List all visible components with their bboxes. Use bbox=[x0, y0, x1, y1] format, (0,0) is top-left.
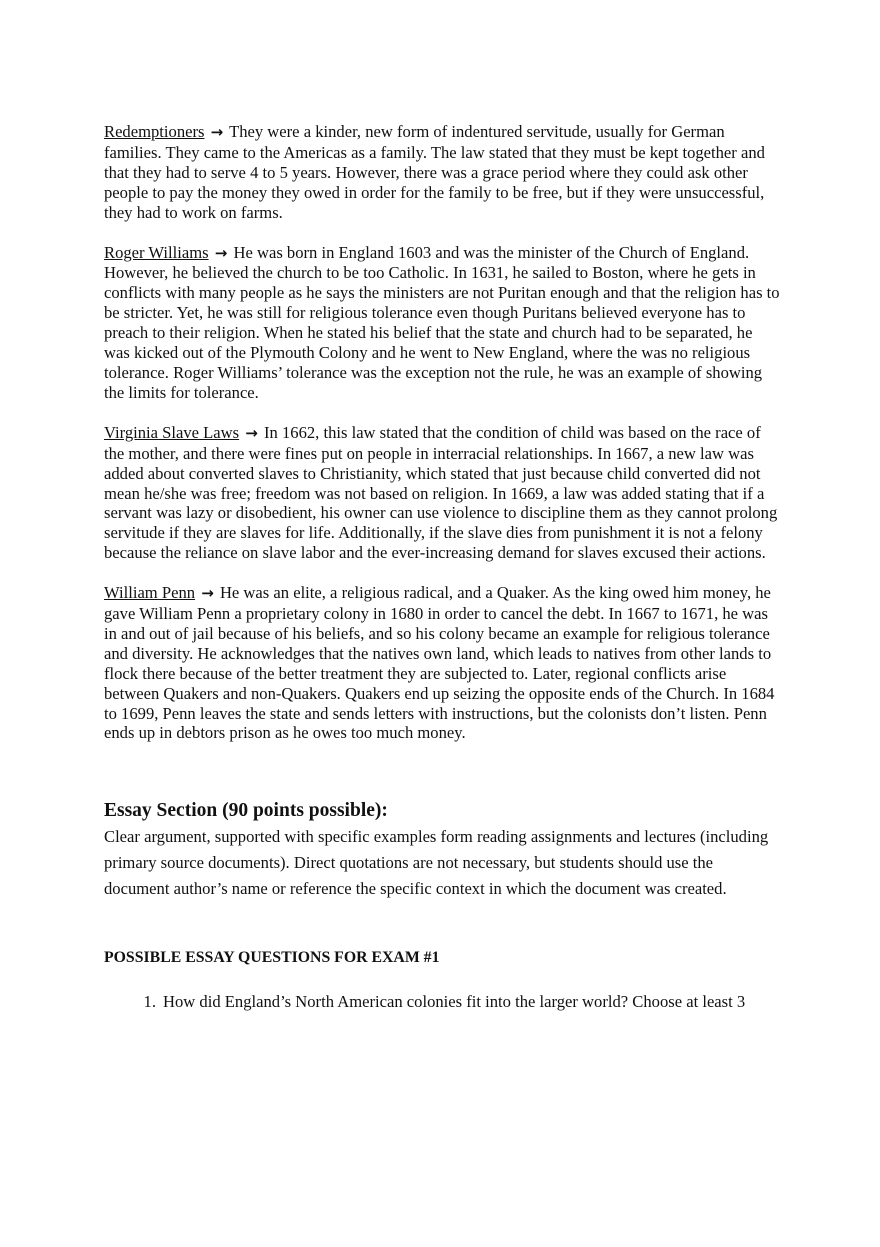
entry-text: He was an elite, a religious radical, and a Quaker. As the king owed him money, he gave William Penn a proprietary colony in 1680 in order to cancel the debt. In 1667 to 1671, he was in and out of jail because of his beliefs, and so his colony became an example for religious tolerance and diversity. He acknowledges that the natives own land, which leads to natives from other lands to flock there because of the better treatment they are subjected to. Later, regional conflicts arise between Quakers and non-Quakers. Quakers end up seizing the opposite ends of the Church. In 1684 to 1699, Penn leaves the state and sends letters with instructions, but the colonists don’t listen. Penn ends up in debtors prison as he owes too much money. bbox=[104, 583, 775, 743]
question-number: 1. bbox=[143, 992, 156, 1011]
entry-roger-williams bbox=[104, 243, 780, 403]
entry-redemptioners bbox=[104, 122, 780, 223]
entry-text: In 1662, this law stated that the condition of child was based on the race of the mother, and there were fines put on people in interracial relationships. In 1667, a new law was added about converted slaves to Christianity, which stated that just because child converted did not mean he/she was free; freedom was not based on religion. In 1669, a law was added stating that if a servant was lazy or disobedient, his owner can use violence to discipline them as they cannot prolong servitude if they are slaves for life. Additionally, if the slave dies from punishment it is not a felony because the reliance on slave labor and the ever-increasing demand for slaves excused their actions. bbox=[104, 422, 778, 563]
essay-question-list bbox=[104, 992, 780, 1012]
entry-term: William Penn bbox=[104, 583, 196, 603]
entry-text: He was born in England 1603 and was the minister of the Church of England. However, he believed the church to be too Catholic. In 1631, he sailed to Boston, where he gets in conflicts with many people as he says the ministers are not Puritan enough and that the religion has to be stricter. Yet, he was still for religious tolerance even though Puritans believed everyone has to preach to their religion. When he stated his belief that the state and church had to be separated, he was kicked out of the Plymouth Colony and he went to New England, where the was no religious tolerance. Roger Williams’ tolerance was the exception not the rule, he was an example of showing the limits for tolerance. bbox=[104, 242, 780, 402]
document-page bbox=[104, 122, 780, 1011]
entry-term: Virginia Slave Laws bbox=[104, 422, 240, 442]
arrow-icon: → bbox=[214, 243, 228, 262]
essay-questions-heading: POSSIBLE ESSAY QUESTIONS FOR EXAM #1 bbox=[104, 949, 440, 966]
entry-william-penn bbox=[104, 583, 780, 743]
essay-section-heading: Essay Section (90 points possible): bbox=[104, 800, 388, 821]
arrow-icon: → bbox=[210, 123, 224, 141]
entry-virginia-slave-laws bbox=[104, 423, 780, 563]
list-item bbox=[104, 992, 780, 1012]
entry-text: They were a kinder, new form of indentured servitude, usually for German families. They came to the Americas as a family. The law stated that they must be kept together and that they had to serve 4 to 5 years. However, there was a grace period where they could ask other people to pay the money they owed in order for the family to be free, but if they were unsuccessful, they had to work on farms. bbox=[104, 122, 765, 222]
entry-term: Roger Williams bbox=[104, 242, 209, 262]
arrow-icon: → bbox=[245, 423, 258, 442]
question-text: How did England’s North American colonies fit into the larger world? Choose at least 3 bbox=[163, 992, 746, 1011]
entry-term: Redemptioners bbox=[104, 122, 205, 141]
arrow-icon: → bbox=[201, 584, 214, 603]
essay-section-description: Clear argument, supported with specific examples form reading assignments and lectures (including primary source documents). Direct quotations are not necessary, but students should use the document author’s name or reference the specific context in which the document was created. bbox=[104, 827, 769, 898]
